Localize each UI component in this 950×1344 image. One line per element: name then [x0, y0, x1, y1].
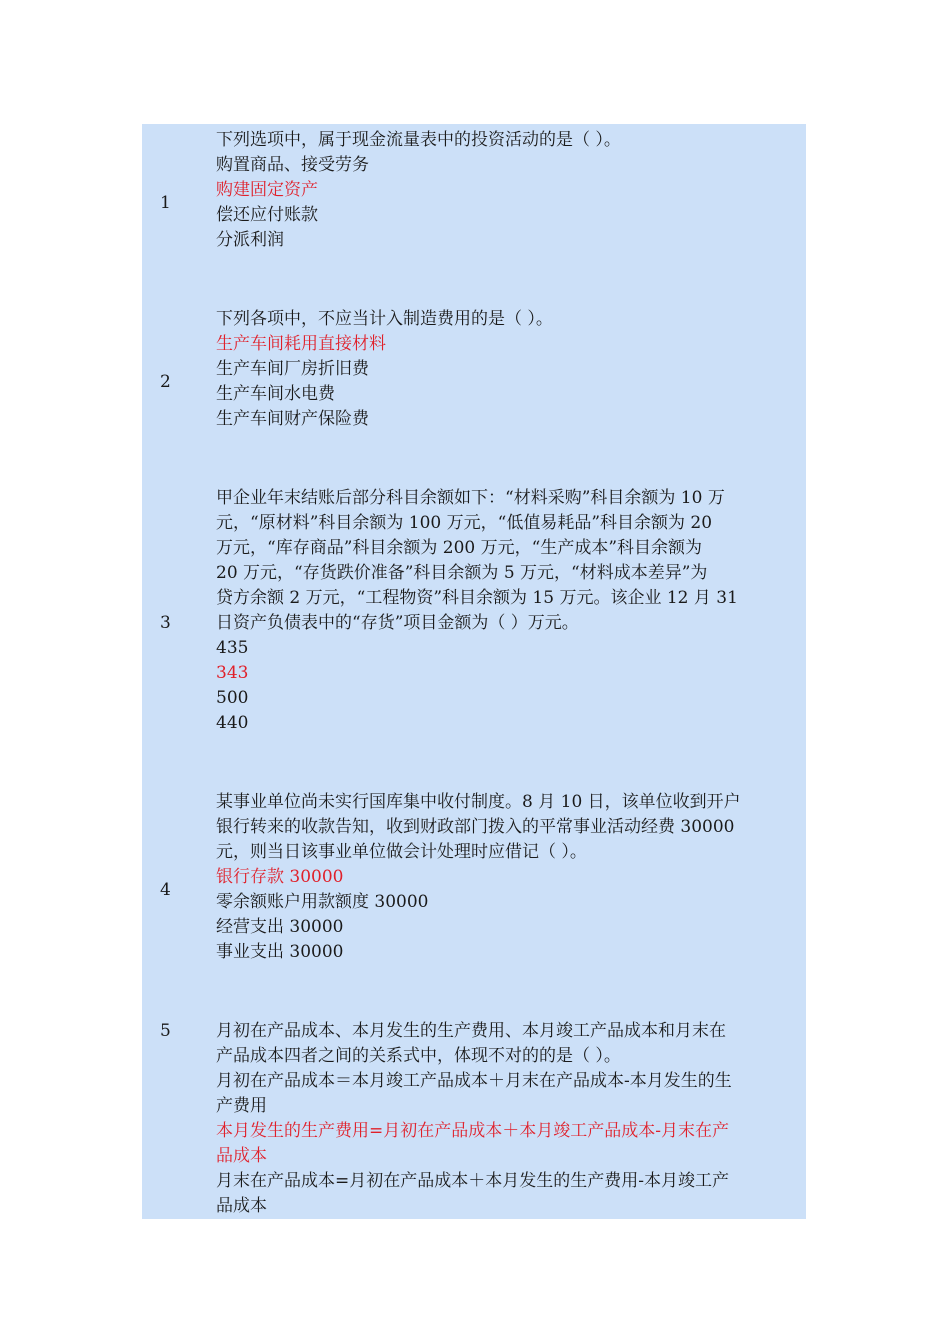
- question-body: [216, 486, 802, 736]
- question-stem-line: 元，“原材料”科目余额为 100 万元，“低值易耗品”科目余额为 20: [216, 513, 713, 533]
- option: 购置商品、接受劳务: [216, 155, 369, 175]
- question-body: [216, 128, 802, 253]
- option: 零余额账户用款额度 30000: [216, 892, 429, 912]
- question-stem-line: 某事业单位尚未实行国库集中收付制度。8 月 10 日，该单位收到开户: [216, 792, 741, 812]
- question-stem: 下列选项中，属于现金流量表中的投资活动的是（ ）。: [216, 130, 621, 150]
- question-number: 5: [160, 1021, 171, 1041]
- question-table: [142, 124, 806, 1219]
- question-stem-line: 产品成本四者之间的关系式中，体现不对的的是（ ）。: [216, 1046, 621, 1066]
- option-correct-line: 品成本: [216, 1146, 267, 1166]
- option: 偿还应付账款: [216, 205, 318, 225]
- option-line: 月末在产品成本=月初在产品成本＋本月发生的生产费用-本月竣工产: [216, 1171, 729, 1191]
- option-correct-line: 本月发生的生产费用=月初在产品成本＋本月竣工产品成本-月末在产: [216, 1121, 729, 1141]
- question-stem-line: 元，则当日该事业单位做会计处理时应借记（ ）。: [216, 842, 587, 862]
- option-correct: 银行存款 30000: [216, 867, 344, 887]
- option-line: 产费用: [216, 1096, 267, 1116]
- question-body: [216, 1019, 802, 1219]
- option-line: 品成本: [216, 1196, 267, 1216]
- option: 500: [216, 688, 249, 708]
- option-correct: 购建固定资产: [216, 180, 318, 200]
- option-correct: 生产车间耗用直接材料: [216, 334, 386, 354]
- question-stem-line: 月初在产品成本、本月发生的生产费用、本月竣工产品成本和月末在: [216, 1021, 726, 1041]
- question-stem-line: 贷方余额 2 万元，“工程物资”科目余额为 15 万元。该企业 12 月 31: [216, 588, 738, 608]
- question-stem-line: 日资产负债表中的“存货”项目金额为（ ）万元。: [216, 613, 579, 633]
- option: 440: [216, 713, 249, 733]
- question-number: 4: [160, 880, 171, 900]
- question-body: [216, 307, 802, 432]
- option: 经营支出 30000: [216, 917, 344, 937]
- option: 分派利润: [216, 230, 284, 250]
- question-stem-line: 甲企业年末结账后部分科目余额如下：“材料采购”科目余额为 10 万: [216, 488, 725, 508]
- option: 435: [216, 638, 249, 658]
- option: 生产车间财产保险费: [216, 409, 369, 429]
- option: 生产车间厂房折旧费: [216, 359, 369, 379]
- question-stem-line: 万元，“库存商品”科目余额为 200 万元，“生产成本”科目余额为: [216, 538, 703, 558]
- question-stem-line: 20 万元，“存货跌价准备”科目余额为 5 万元，“材料成本差异”为: [216, 563, 708, 583]
- question-number: 1: [160, 193, 171, 213]
- option-line: 月初在产品成本＝本月竣工产品成本＋月末在产品成本-本月发生的生: [216, 1071, 732, 1091]
- question-body: [216, 790, 802, 965]
- question-stem: 下列各项中，不应当计入制造费用的是（ ）。: [216, 309, 553, 329]
- option: 生产车间水电费: [216, 384, 335, 404]
- question-number: 2: [160, 372, 171, 392]
- option: 事业支出 30000: [216, 942, 344, 962]
- question-number: 3: [160, 613, 171, 633]
- option-correct: 343: [216, 663, 249, 683]
- question-stem-line: 银行转来的收款告知，收到财政部门拨入的平常事业活动经费 30000: [216, 817, 735, 837]
